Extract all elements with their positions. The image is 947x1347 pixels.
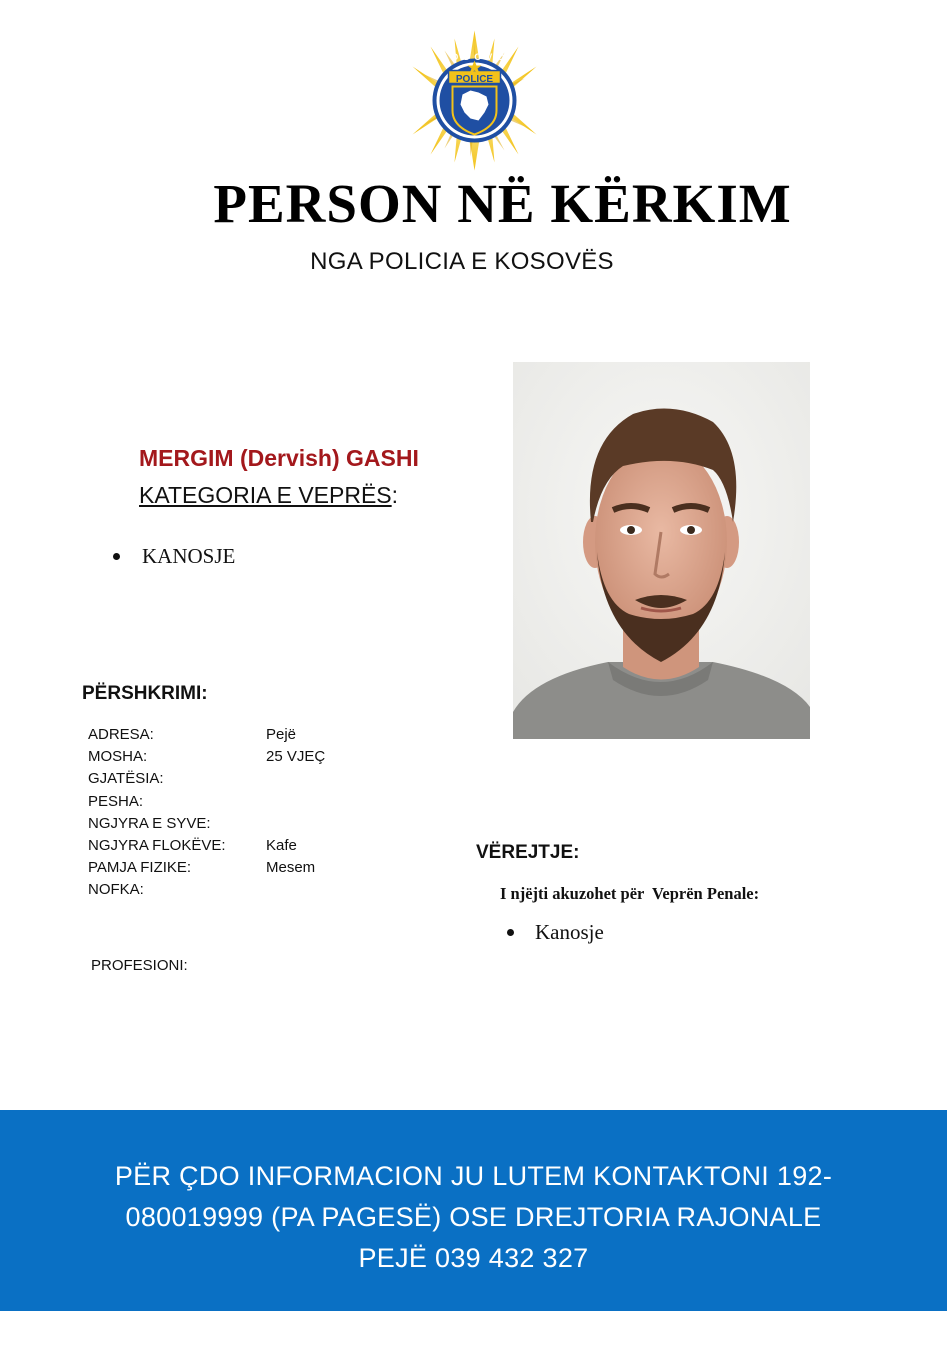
contact-footer: [0, 1110, 947, 1311]
contact-line: PEJË 039 432 327: [358, 1243, 589, 1273]
person-name: MERGIM (Dervish) GASHI: [139, 445, 419, 471]
category-heading: [139, 482, 398, 509]
notes-list-item: [507, 920, 604, 945]
description-title: PËRSHKRIMI:: [82, 683, 208, 704]
profession-label: PROFESIONI:: [91, 957, 188, 974]
page-title: PERSON NË KËRKIM: [213, 173, 792, 234]
description-label: PAMJA FIZIKE:: [88, 859, 192, 877]
category-list-item: [113, 544, 235, 569]
category-heading-label: KATEGORIA E VEPRËS: [139, 482, 392, 508]
kosovo-police-badge-icon: [402, 28, 547, 173]
description-value: Mesem: [266, 859, 316, 877]
contact-text: [0, 1156, 947, 1279]
description-label: ADRESA:: [88, 726, 154, 743]
description-label: PESHA:: [88, 792, 144, 810]
description-label: NGJYRA E SYVE:: [88, 814, 211, 832]
description-label: MOSHA:: [88, 748, 148, 766]
page-subtitle: NGA POLICIA E KOSOVËS: [310, 248, 614, 275]
bullet-icon: [113, 553, 120, 560]
notes-item-text: Kanosje: [535, 920, 604, 944]
description-value: 25 VJEÇ: [266, 748, 326, 766]
bullet-icon: [507, 929, 514, 936]
category-item-text: KANOSJE: [142, 544, 236, 568]
notes-title: VËREJTJE:: [476, 842, 580, 863]
logo-top-text: KOSOVO: [439, 52, 510, 62]
category-heading-colon: :: [391, 482, 399, 508]
logo-banner-text: POLICE: [455, 74, 494, 85]
description-label: NGJYRA FLOKËVE:: [88, 836, 226, 854]
description-value: Pejë: [266, 726, 297, 743]
person-photo: [513, 362, 810, 739]
description-label: GJATËSIA:: [88, 770, 164, 788]
description-label: NOFKA:: [88, 881, 144, 899]
contact-line: 080019999 (PA PAGESË) OSE DREJTORIA RAJONALE: [125, 1202, 822, 1232]
description-value: Kafe: [266, 836, 297, 854]
notes-text: I njëjti akuzohet për Veprën Penale:: [500, 884, 760, 903]
contact-line: PËR ÇDO INFORMACION JU LUTEM KONTAKTONI 192-: [114, 1161, 833, 1191]
